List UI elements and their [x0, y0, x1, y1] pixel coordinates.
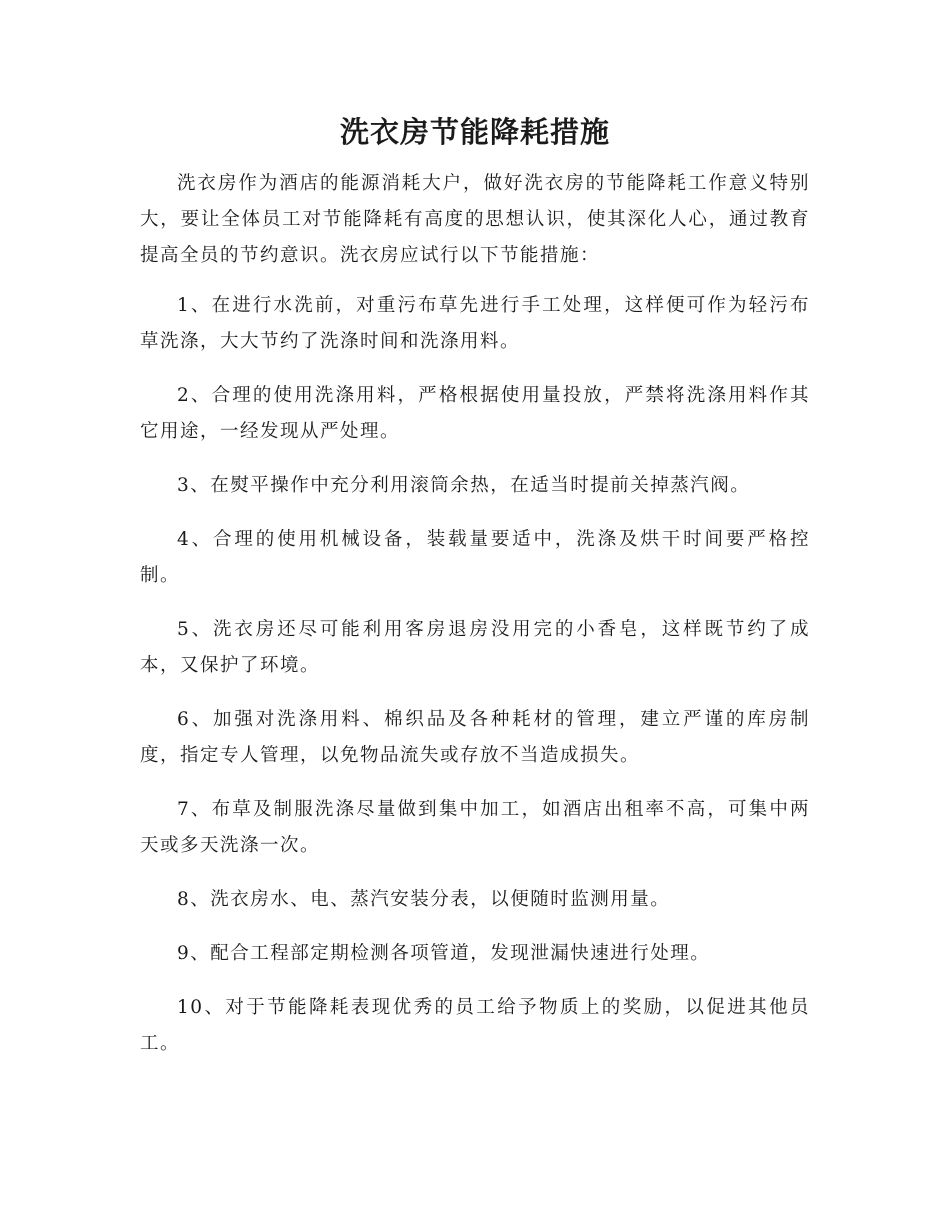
measure-item-5: 5、洗衣房还尽可能利用客房退房没用完的小香皂，这样既节约了成本，又保护了环境。 [140, 619, 810, 676]
document-body [140, 166, 810, 1080]
document-title: 洗衣房节能降耗措施 [339, 115, 610, 149]
measure-item-8: 8、洗衣房水、电、蒸汽安装分表，以便随时监测用量。 [177, 889, 671, 910]
measure-item-10: 10、对于节能降耗表现优秀的员工给予物质上的奖励，以促进其他员工。 [140, 997, 810, 1054]
measure-item-3: 3、在熨平操作中充分利用滚筒余热，在适当时提前关掉蒸汽阀。 [177, 475, 751, 496]
intro-paragraph: 洗衣房作为酒店的能源消耗大户，做好洗衣房的节能降耗工作意义特别大，要让全体员工对节能降耗有高度的思想认识，使其深化人心，通过教育提高全员的节约意识。洗衣房应试行以下节能措施： [140, 173, 810, 266]
measure-item-6: 6、加强对洗涤用料、棉织品及各种耗材的管理，建立严谨的库房制度，指定专人管理，以免物品流失或存放不当造成损失。 [140, 709, 810, 766]
measure-item-7: 7、布草及制服洗涤尽量做到集中加工，如酒店出租率不高，可集中两天或多天洗涤一次。 [140, 799, 810, 856]
measure-item-2: 2、合理的使用洗涤用料，严格根据使用量投放，严禁将洗涤用料作其它用途，一经发现从严处理。 [140, 385, 810, 442]
measure-item-9: 9、配合工程部定期检测各项管道，发现泄漏快速进行处理。 [177, 943, 711, 964]
measure-item-4: 4、合理的使用机械设备，装载量要适中，洗涤及烘干时间要严格控制。 [140, 529, 810, 586]
measure-item-1: 1、在进行水洗前，对重污布草先进行手工处理，这样便可作为轻污布草洗涤，大大节约了洗涤时间和洗涤用料。 [140, 295, 810, 352]
